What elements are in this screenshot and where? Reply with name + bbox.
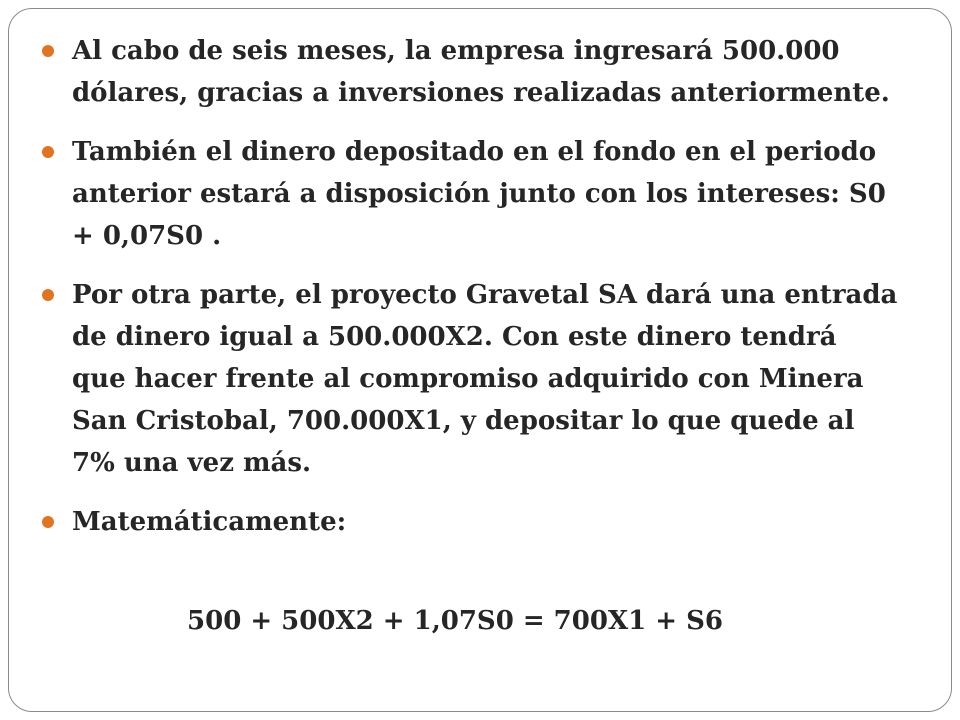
bullet-text: Matemáticamente:: [72, 507, 347, 537]
bullet-item: [38, 131, 898, 257]
equation: 500 + 500X2 + 1,07S0 = 700X1 + S6: [187, 606, 723, 636]
bullet-item: [38, 30, 898, 114]
bullet-item: [38, 501, 898, 543]
bullet-dot-icon: [42, 146, 54, 158]
bullet-text: Al cabo de seis meses, la empresa ingresará 500.000 dólares, gracias a inversiones realizadas anteriormente.: [72, 36, 890, 108]
bullet-list: [38, 30, 898, 560]
bullet-dot-icon: [42, 289, 54, 301]
bullet-item: [38, 274, 898, 484]
bullet-text: También el dinero depositado en el fondo en el periodo anterior estará a disposición junto con los intereses: S0 + 0,07S0 .: [72, 137, 886, 251]
bullet-dot-icon: [42, 516, 54, 528]
bullet-dot-icon: [42, 45, 54, 57]
bullet-text: Por otra parte, el proyecto Gravetal SA dará una entrada de dinero igual a 500.000X2. Con este dinero tendrá que hacer frente al compromiso adquirido con Minera San Cristobal, 700.000X1, y depositar lo que quede al 7% una vez más.: [72, 280, 898, 478]
